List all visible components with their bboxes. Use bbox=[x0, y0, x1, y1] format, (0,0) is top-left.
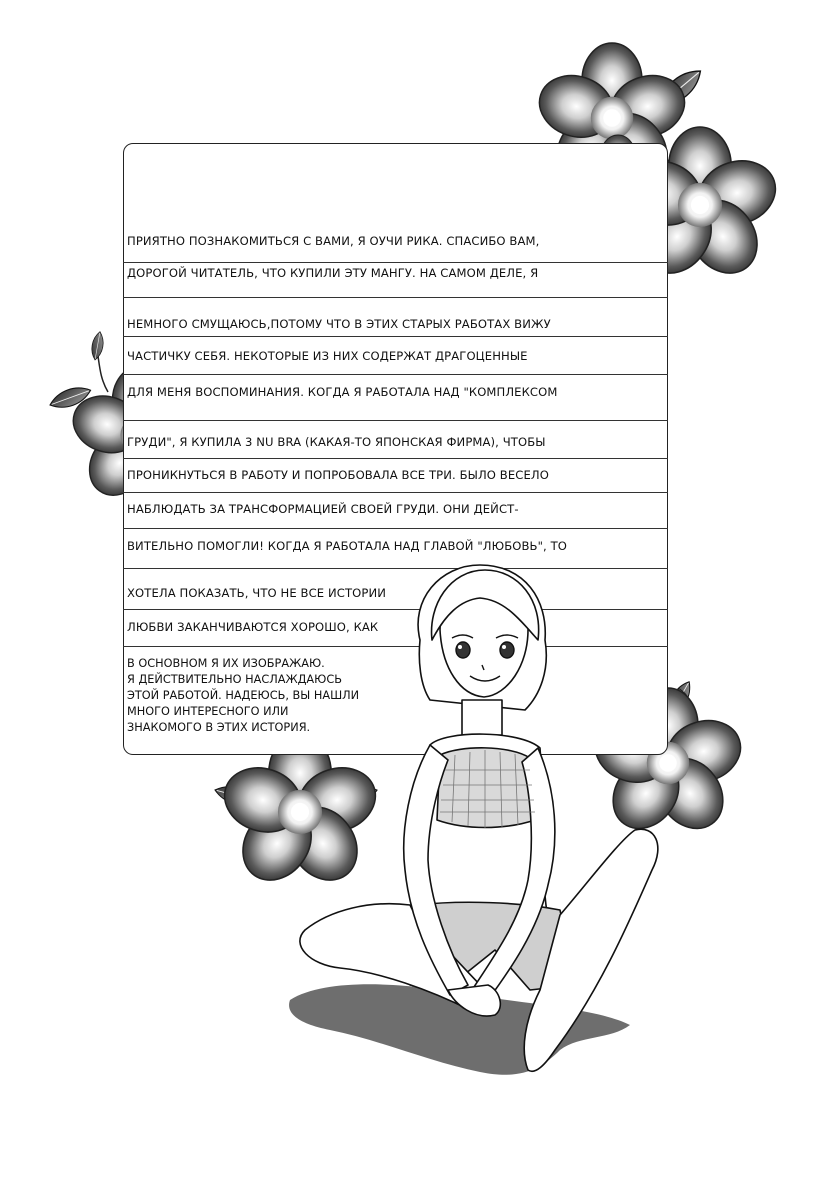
note-line-6: ГРУДИ", Я КУПИЛА 3 NU BRA (КАКАЯ-ТО ЯПОНСКАЯ ФИРМА), ЧТОБЫ bbox=[127, 435, 546, 449]
note-line-3: НЕМНОГО СМУЩАЮСЬ,ПОТОМУ ЧТО В ЭТИХ СТАРЫХ РАБОТАХ ВИЖУ bbox=[127, 317, 551, 331]
note-line-11: ЛЮБВИ ЗАКАНЧИВАЮТСЯ ХОРОШО, КАК bbox=[127, 620, 379, 634]
note-line-15: МНОГО ИНТЕРЕСНОГО ИЛИ bbox=[127, 705, 289, 718]
note-line-16: ЗНАКОМОГО В ЭТИХ ИСТОРИЯ. bbox=[127, 721, 311, 734]
note-line-5: ДЛЯ МЕНЯ ВОСПОМИНАНИЯ. КОГДА Я РАБОТАЛА НАД "КОМПЛЕКСОМ bbox=[127, 385, 558, 399]
note-line-1: ПРИЯТНО ПОЗНАКОМИТЬСЯ С ВАМИ, Я ОУЧИ РИКА. СПАСИБО ВАМ, bbox=[127, 234, 540, 248]
note-line-7: ПРОНИКНУТЬСЯ В РАБОТУ И ПОПРОБОВАЛА ВСЕ ТРИ. БЫЛО ВЕСЕЛО bbox=[127, 468, 549, 482]
note-line-8: НАБЛЮДАТЬ ЗА ТРАНСФОРМАЦИЕЙ СВОЕЙ ГРУДИ. ОНИ ДЕЙСТ- bbox=[127, 502, 519, 516]
note-line-2: ДОРОГОЙ ЧИТАТЕЛЬ, ЧТО КУПИЛИ ЭТУ МАНГУ. НА САМОМ ДЕЛЕ, Я bbox=[127, 266, 539, 280]
note-line-9: ВИТЕЛЬНО ПОМОГЛИ! КОГДА Я РАБОТАЛА НАД ГЛАВОЙ "ЛЮБОВЬ", ТО bbox=[127, 539, 568, 553]
note-line-12: В ОСНОВНОМ Я ИХ ИЗОБРАЖАЮ. bbox=[127, 657, 325, 670]
note-line-13: Я ДЕЙСТВИТЕЛЬНО НАСЛАЖДАЮСЬ bbox=[127, 673, 342, 686]
note-line-14: ЭТОЙ РАБОТОЙ. НАДЕЮСЬ, ВЫ НАШЛИ bbox=[127, 689, 360, 702]
note-line-4: ЧАСТИЧКУ СЕБЯ. НЕКОТОРЫЕ ИЗ НИХ СОДЕРЖАТ ДРАГОЦЕННЫЕ bbox=[127, 349, 528, 363]
note-line-10: ХОТЕЛА ПОКАЗАТЬ, ЧТО НЕ ВСЕ ИСТОРИИ bbox=[127, 586, 387, 600]
